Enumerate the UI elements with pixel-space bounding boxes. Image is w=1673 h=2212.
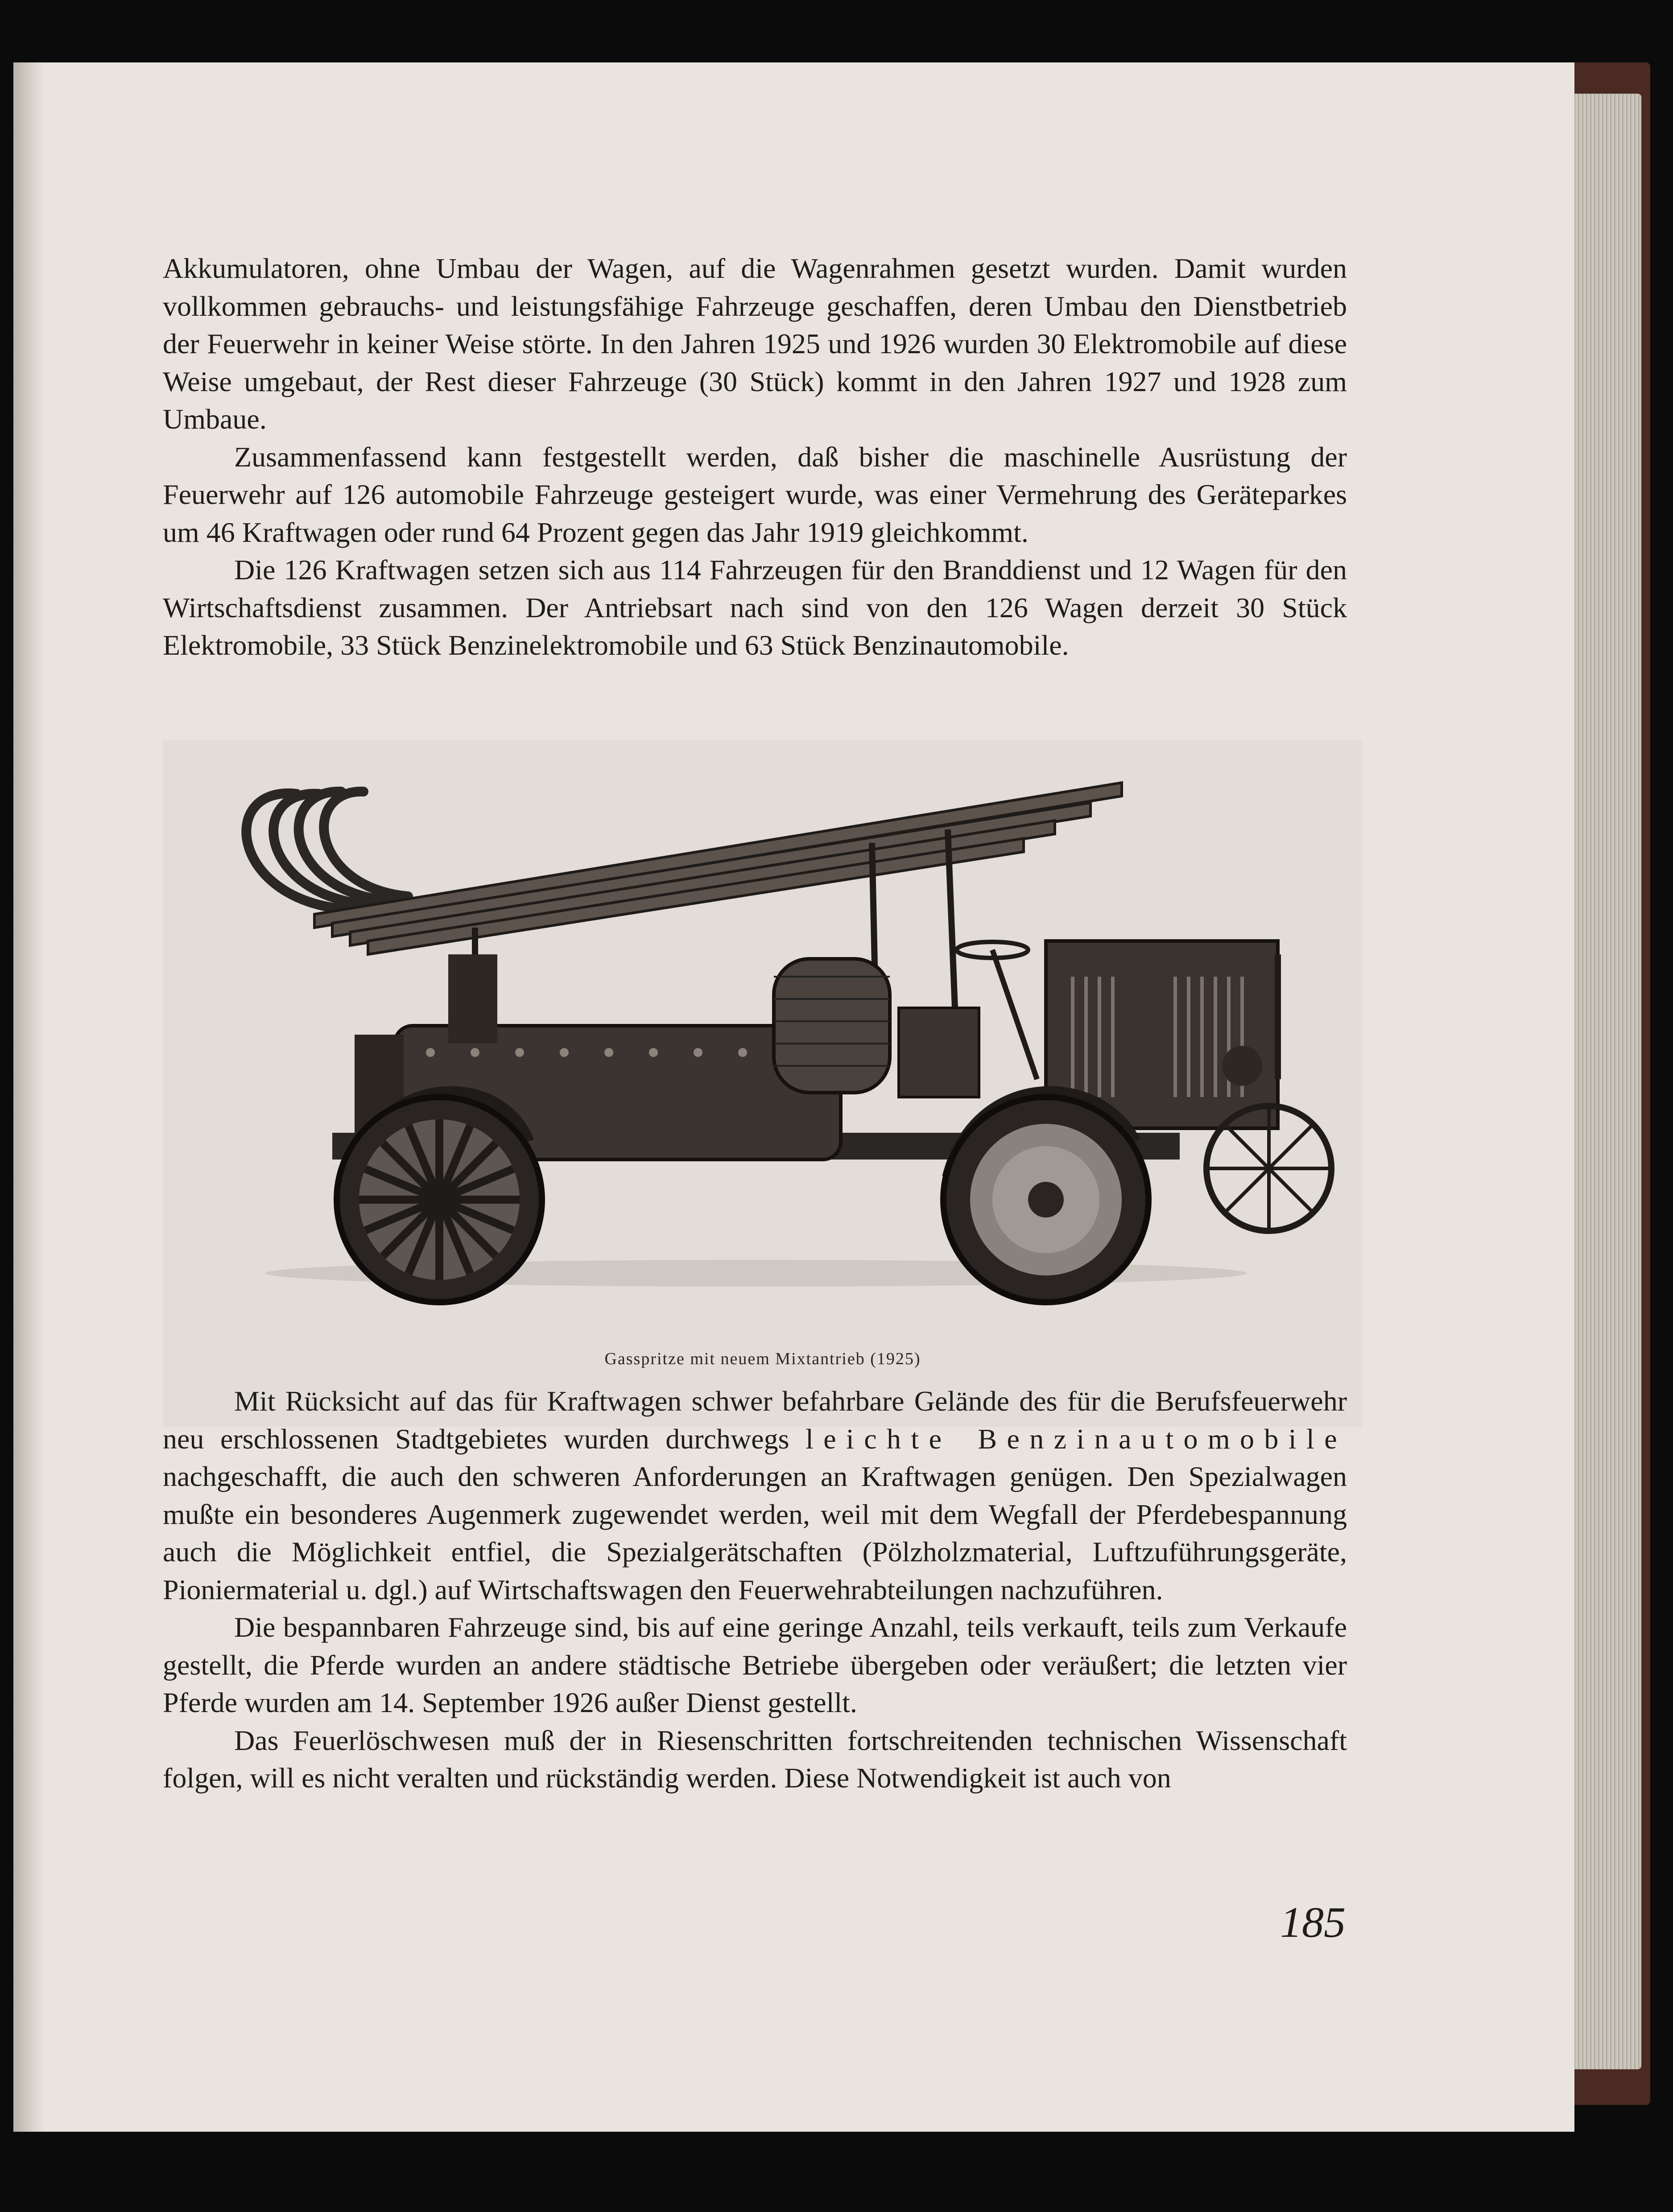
fire-engine-illustration [163, 740, 1363, 1427]
figure-caption: Gasspritze mit neuem Mixtantrieb (1925) [604, 1349, 921, 1368]
text-block-top [163, 250, 1347, 664]
figure-plate [163, 740, 1363, 1427]
front-wheel [943, 1097, 1148, 1302]
page-gutter [13, 62, 45, 2132]
paragraph-1: Akkumulatoren, ohne Umbau der Wagen, auf die Wagenrahmen gesetzt wurden. Damit wurden vollkommen gebrauchs- und leistungsfähige Fahrzeuge geschaffen, deren Umbau den Dienstbetrieb der Feuerwehr in keiner Weise störte. In den Jahren 1925 und 1926 wurden 30 Elektromobile auf diese Weise umgebaut, der Rest dieser Fahrzeuge (30 Stück) kommt in den Jahren 1927 und 1928 zum Umbaue. [163, 252, 1347, 435]
paragraph-4-emphasis: leichte Benzinautomobile [806, 1423, 1347, 1455]
paragraph-4 [163, 1382, 1347, 1609]
paragraph-4-after: nachgeschafft, die auch den schweren Anforderungen an Kraftwagen genügen. Den Spezialwagen mußte ein besonderes Augenmerk zugewendet werden, weil mit dem Wegfall der Pferdebespannung auch die Möglichkeit entfiel, die Spezialgerätschaften (Pölzholzmaterial, Luftzuführungsgeräte, Pioniermaterial u. dgl.) auf Wirtschaftswagen den Feuerwehrabteilungen nachzuführen. [163, 1461, 1347, 1605]
front-hose-reel [1206, 1106, 1331, 1231]
paragraph-2: Zusammenfassend kann festgestellt werden, daß bisher die maschinelle Ausrüstung der Feuerwehr auf 126 automobile Fahrzeuge gesteigert wurde, was einer Vermehrung des Geräteparkes um 46 Kraftwagen oder rund 64 Prozent gegen das Jahr 1919 gleichkommt. [163, 441, 1347, 548]
paragraph-5: Die bespannbaren Fahrzeuge sind, bis auf eine geringe Anzahl, teils verkauft, teils zum Verkaufe gestellt, die Pferde wurden an andere städtische Betriebe übergeben oder veräußert; die letzten vier Pferde wurden am 14. September 1926 außer Dienst gestellt. [163, 1611, 1347, 1718]
rear-wheel [337, 1097, 542, 1302]
book-page [13, 62, 1574, 2132]
text-block-bottom [163, 1382, 1347, 1797]
paragraph-6: Das Feuerlöschwesen muß der in Riesenschritten fortschreitenden technischen Wissenschaft folgen, will es nicht veralten und rückständig werden. Diese Notwendigkeit ist auch von [163, 1724, 1347, 1794]
paragraph-4-before: Mit Rücksicht auf das für Kraftwagen schwer befahrbare Gelände des für die Berufsfeuerwehr neu erschlossenen Stadtgebietes wurden durchwegs [163, 1385, 1347, 1455]
paragraph-3: Die 126 Kraftwagen setzen sich aus 114 Fahrzeugen für den Branddienst und 12 Wagen für den Wirtschaftsdienst zusammen. Der Antriebsart nach sind von den 126 Wagen derzeit 30 Stück Elektromobile, 33 Stück Benzinelektromobile und 63 Stück Benzinautomobile. [163, 554, 1347, 661]
page-number: 185 [1280, 1898, 1346, 1947]
